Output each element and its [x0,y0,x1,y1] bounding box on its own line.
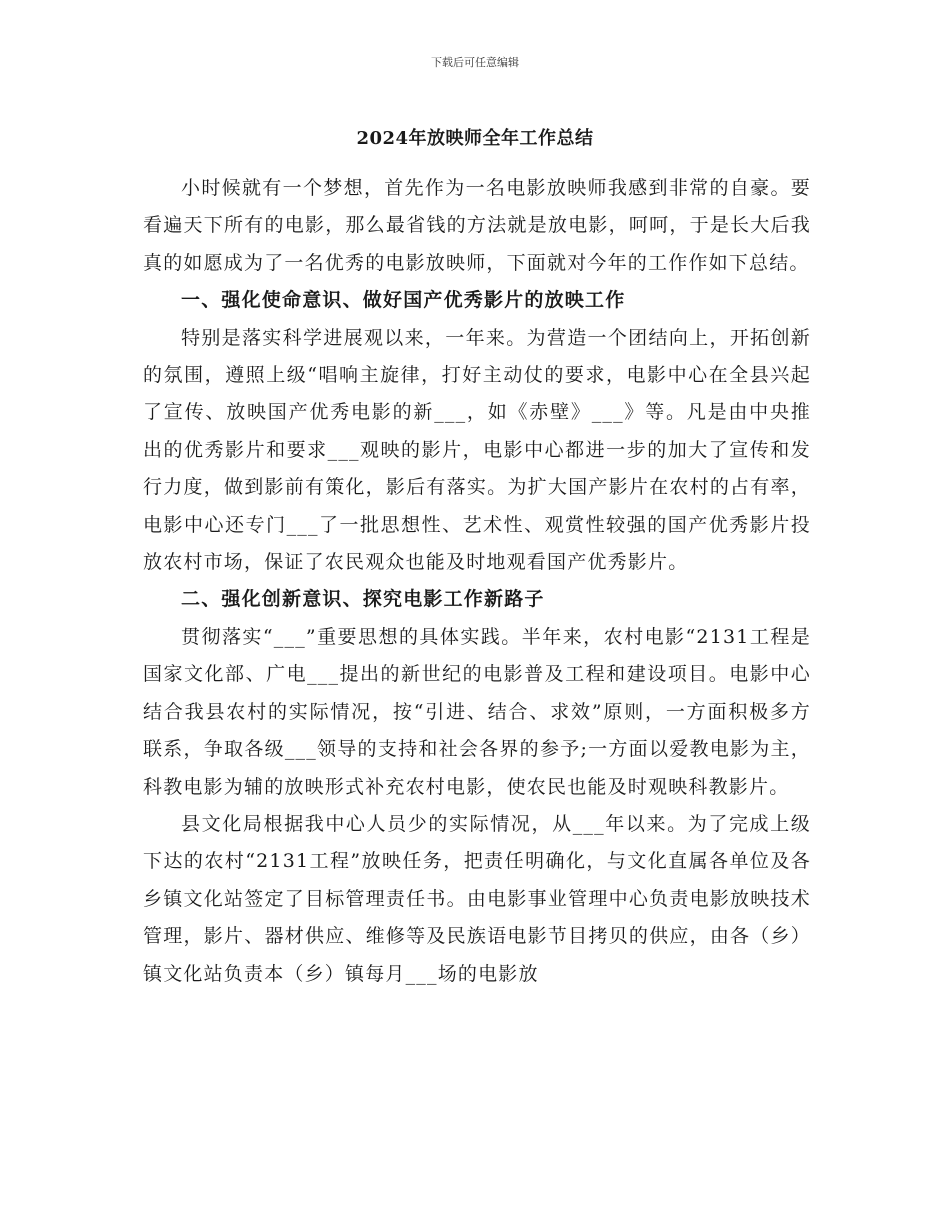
header-note: 下载后可任意编辑 [431,56,519,69]
paragraph-section-2a: 贯彻落实“___”重要思想的具体实践。半年来，农村电影“2131工程是国家文化部、广电___提出的新世纪的电影普及工程和建设项目。电影中心结合我县农村的实际情况，按“引进、结合、求效”原则，一方面积极多方联系，争取各级___领导的支持和社会各界的参予;一方面以爱教电影为主，科教电影为辅的放映形式补充农村电影，使农民也能及时观映科教影片。 [143,625,811,798]
paragraph-section-2b: 县文化局根据我中心人员少的实际情况，从___年以来。为了完成上级下达的农村“2131工程”放映任务，把责任明确化，与文化直属各单位及各乡镇文化站签定了目标管理责任书。由电影事业管理中心负责电影放映技术管理，影片、器材供应、维修等及民族语电影节目拷贝的供应，由各（乡）镇文化站负责本（乡）镇每月___场的电影放 [143,812,811,985]
paragraph-intro: 小时候就有一个梦想，首先作为一名电影放映师我感到非常的自豪。要看遍天下所有的电影，那么最省钱的方法就是放电影，呵呵，于是长大后我真的如愿成为了一名优秀的电影放映师，下面就对今年的工作作如下总结。 [143,177,811,274]
section-heading-1: 一、强化使命意识、做好国产优秀影片的放映工作 [181,289,626,312]
document-body [143,170,811,993]
paragraph-section-1: 特别是落实科学进展观以来，一年来。为营造一个团结向上，开拓创新的氛围，遵照上级“唱响主旋律，打好主动仗的要求，电影中心在全县兴起了宣传、放映国产优秀电影的新___，如《赤壁》___》等。凡是由中央推出的优秀影片和要求___观映的影片，电影中心都进一步的加大了宣传和发行力度，做到影前有策化，影后有落实。为扩大国产影片在农村的占有率，电影中心还专门___了一批思想性、艺术性、观赏性较强的国产优秀影片投放农村市场，保证了农民观众也能及时地观看国产优秀影片。 [143,326,811,574]
section-heading-2: 二、强化创新意识、探究电影工作新路子 [181,588,545,611]
document-title: 2024年放映师全年工作总结 [356,128,594,149]
